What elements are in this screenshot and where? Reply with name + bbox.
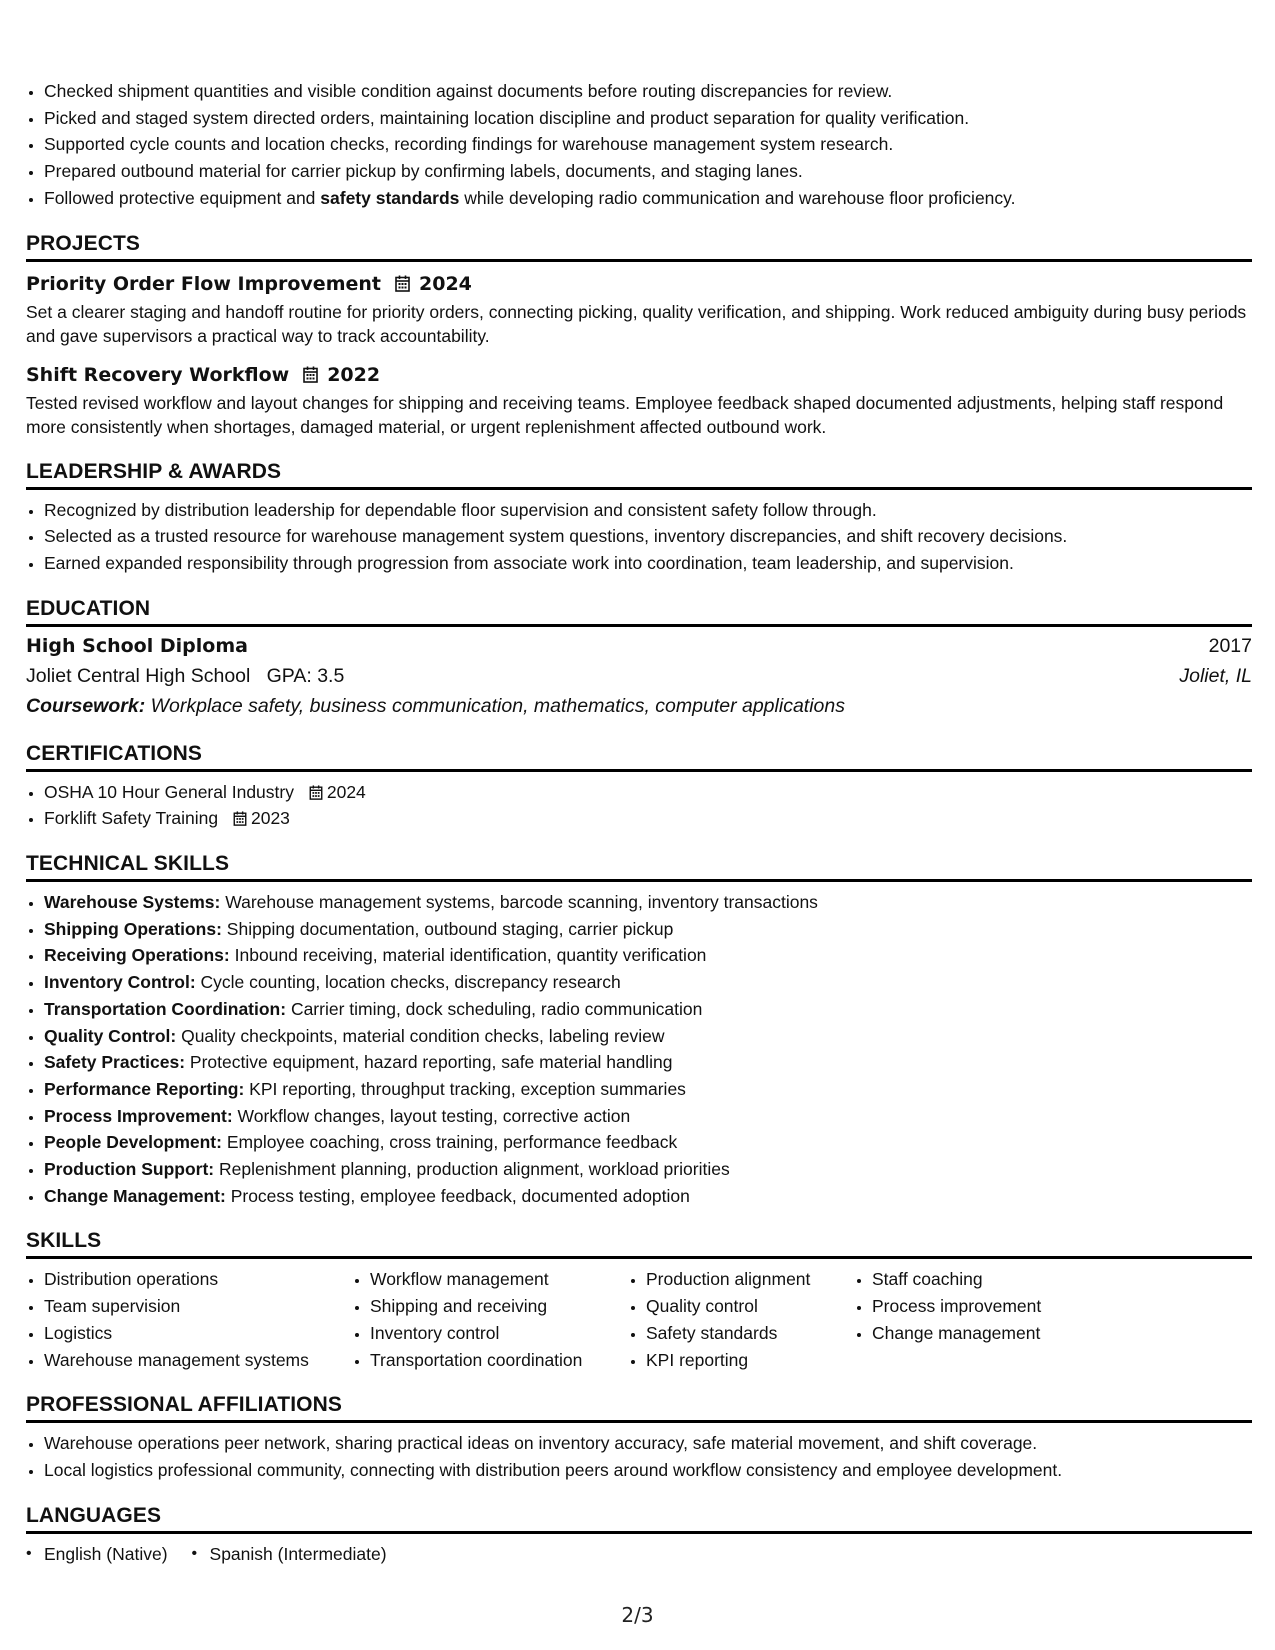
skill-label: Safety Practices: bbox=[44, 1052, 186, 1073]
coursework-label: Coursework: bbox=[26, 694, 146, 717]
skills-column bbox=[26, 1266, 340, 1373]
list-item: • Picked and staged system directed orders, maintaining location discipline and product separation for quality verification. bbox=[44, 105, 1252, 132]
list-item: • Checked shipment quantities and visible condition against documents before routing discrepancies for review. bbox=[44, 78, 1252, 105]
school-info bbox=[26, 661, 344, 691]
section-title-technical-skills: TECHNICAL SKILLS bbox=[26, 852, 1252, 882]
list-item: • English (Native) bbox=[26, 1541, 168, 1568]
list-item: • Warehouse management systems bbox=[44, 1347, 340, 1374]
bullet-text: while developing radio communication and warehouse floor proficiency. bbox=[459, 187, 1016, 208]
education-school-row bbox=[26, 661, 1252, 691]
list-item: • Process improvement bbox=[872, 1293, 1092, 1320]
list-item bbox=[44, 942, 1252, 969]
bold-keyword: safety standards bbox=[320, 187, 460, 208]
list-item: • Local logistics professional community, connecting with distribution peers around workflow consistency and employee development. bbox=[44, 1457, 1252, 1484]
list-item bbox=[44, 969, 1252, 996]
skill-text: Process testing, employee feedback, documented adoption bbox=[225, 1185, 690, 1206]
skill-text: Employee coaching, cross training, performance feedback bbox=[221, 1132, 678, 1153]
skill-text: Replenishment planning, production alignment, workload priorities bbox=[214, 1159, 730, 1180]
list-item: • Staff coaching bbox=[872, 1266, 1092, 1293]
list-item: • Spanish (Intermediate) bbox=[192, 1541, 387, 1568]
skill-text: Carrier timing, dock scheduling, radio communication bbox=[286, 998, 703, 1019]
skills-column bbox=[628, 1266, 842, 1373]
languages-section bbox=[26, 1504, 1252, 1568]
list-item bbox=[44, 805, 1252, 832]
section-title-certifications: CERTIFICATIONS bbox=[26, 742, 1252, 772]
skill-label: Quality Control: bbox=[44, 1025, 177, 1046]
list-item bbox=[44, 185, 1252, 212]
calendar-icon bbox=[233, 811, 247, 826]
languages-list bbox=[26, 1541, 1252, 1568]
list-item: • Production alignment bbox=[646, 1266, 842, 1293]
technical-skills-list bbox=[26, 889, 1252, 1209]
skill-label: Transportation Coordination: bbox=[44, 998, 287, 1019]
calendar-icon bbox=[303, 366, 318, 383]
list-item bbox=[44, 1183, 1252, 1210]
certifications-section bbox=[26, 742, 1252, 832]
skills-column bbox=[352, 1266, 616, 1373]
project-year: 2024 bbox=[419, 272, 472, 295]
list-item: • Distribution operations bbox=[44, 1266, 340, 1293]
list-item: • Prepared outbound material for carrier pickup by confirming labels, documents, and staging lanes. bbox=[44, 158, 1252, 185]
list-item: • Team supervision bbox=[44, 1293, 340, 1320]
skill-label: People Development: bbox=[44, 1132, 222, 1153]
list-item bbox=[44, 1023, 1252, 1050]
list-item: • Inventory control bbox=[370, 1320, 616, 1347]
project-name: Shift Recovery Workflow bbox=[26, 363, 290, 386]
list-item: • Transportation coordination bbox=[370, 1347, 616, 1374]
technical-skills-section bbox=[26, 852, 1252, 1209]
skill-text: Quality checkpoints, material condition checks, labeling review bbox=[176, 1025, 665, 1046]
skill-label: Warehouse Systems: bbox=[44, 892, 221, 913]
section-title-skills: SKILLS bbox=[26, 1229, 1252, 1259]
leadership-section bbox=[26, 460, 1252, 577]
education-degree-row bbox=[26, 631, 1252, 661]
calendar-icon bbox=[309, 785, 323, 800]
skill-label: Inventory Control: bbox=[44, 972, 196, 993]
project-description: Tested revised workflow and layout changes for shipping and receiving teams. Employee feedback shaped documented adjustments, helping staff respond more consistently when shortages, damaged material, or urgent replenishment affected outbound work. bbox=[26, 392, 1224, 438]
bullet-text: Followed protective equipment and bbox=[44, 187, 321, 208]
list-item bbox=[44, 1129, 1252, 1156]
skill-label: Shipping Operations: bbox=[44, 918, 222, 939]
gpa: GPA: 3.5 bbox=[266, 664, 345, 687]
resume-page bbox=[26, 78, 1252, 1567]
affiliations-list bbox=[26, 1430, 1252, 1483]
list-item bbox=[44, 916, 1252, 943]
list-item: • Shipping and receiving bbox=[370, 1293, 616, 1320]
skill-text: Warehouse management systems, barcode scanning, inventory transactions bbox=[220, 892, 818, 913]
list-item bbox=[44, 1049, 1252, 1076]
skills-section bbox=[26, 1229, 1252, 1373]
project-name: Priority Order Flow Improvement bbox=[26, 272, 381, 295]
leadership-list bbox=[26, 497, 1252, 577]
skills-grid bbox=[26, 1266, 1252, 1373]
list-item: • Earned expanded responsibility through progression from associate work into coordination, team leadership, and supervision. bbox=[44, 550, 1252, 577]
affiliations-section bbox=[26, 1393, 1252, 1483]
cert-name: OSHA 10 Hour General Industry bbox=[44, 781, 294, 802]
skill-label: Performance Reporting: bbox=[44, 1078, 245, 1099]
cert-year: 2023 bbox=[250, 808, 290, 829]
calendar-icon bbox=[395, 275, 410, 292]
list-item: • Change management bbox=[872, 1320, 1092, 1347]
skill-label: Receiving Operations: bbox=[44, 945, 230, 966]
section-title-languages: LANGUAGES bbox=[26, 1504, 1252, 1534]
coursework-text: Workplace safety, business communication, mathematics, computer applications bbox=[145, 694, 845, 717]
list-item: • KPI reporting bbox=[646, 1347, 842, 1374]
list-item: • Selected as a trusted resource for warehouse management system questions, inventory discrepancies, and shift recovery decisions. bbox=[44, 523, 1252, 550]
section-title-education: EDUCATION bbox=[26, 597, 1252, 627]
list-item bbox=[44, 1103, 1252, 1130]
education-section bbox=[26, 597, 1252, 722]
project-heading bbox=[26, 361, 1252, 389]
list-item: • Recognized by distribution leadership for dependable floor supervision and consistent safety follow through. bbox=[44, 497, 1252, 524]
degree-name: High School Diploma bbox=[26, 634, 248, 657]
list-item bbox=[44, 1156, 1252, 1183]
list-item bbox=[44, 1076, 1252, 1103]
experience-bullets bbox=[26, 78, 1252, 212]
section-title-leadership: LEADERSHIP & AWARDS bbox=[26, 460, 1252, 490]
list-item bbox=[44, 996, 1252, 1023]
coursework bbox=[26, 691, 1252, 722]
section-title-affiliations: PROFESSIONAL AFFILIATIONS bbox=[26, 1393, 1252, 1423]
list-item: • Warehouse operations peer network, sharing practical ideas on inventory accuracy, safe material movement, and shift coverage. bbox=[44, 1430, 1252, 1457]
cert-year: 2024 bbox=[326, 781, 366, 802]
project-description: Set a clearer staging and handoff routine for priority orders, connecting picking, quality verification, and shipping. Work reduced ambiguity during busy periods and gave supervisors a practical way to track accountability. bbox=[26, 301, 1247, 347]
skills-column bbox=[854, 1266, 1092, 1373]
skill-label: Change Management: bbox=[44, 1185, 226, 1206]
skill-text: Workflow changes, layout testing, corrective action bbox=[232, 1105, 631, 1126]
section-title-projects: PROJECTS bbox=[26, 232, 1252, 262]
graduation-year: 2017 bbox=[1208, 634, 1252, 657]
certifications-list bbox=[26, 779, 1252, 832]
skill-text: Inbound receiving, material identification, quantity verification bbox=[229, 945, 707, 966]
project-heading bbox=[26, 270, 1252, 298]
projects-section bbox=[26, 232, 1252, 440]
list-item: • Supported cycle counts and location checks, recording findings for warehouse management system research. bbox=[44, 131, 1252, 158]
skill-label: Process Improvement: bbox=[44, 1105, 233, 1126]
list-item: • Logistics bbox=[44, 1320, 340, 1347]
school-location: Joliet, IL bbox=[1179, 664, 1252, 687]
project-year: 2022 bbox=[327, 363, 381, 386]
cert-name: Forklift Safety Training bbox=[44, 808, 219, 829]
list-item: • Workflow management bbox=[370, 1266, 616, 1293]
list-item bbox=[44, 779, 1252, 806]
skill-text: Cycle counting, location checks, discrepancy research bbox=[195, 972, 621, 993]
skill-text: Protective equipment, hazard reporting, safe material handling bbox=[185, 1052, 673, 1073]
page-number: 2/3 bbox=[621, 1603, 654, 1627]
skill-text: Shipping documentation, outbound staging, carrier pickup bbox=[221, 918, 674, 939]
list-item: • Quality control bbox=[646, 1293, 842, 1320]
school-name: Joliet Central High School bbox=[26, 664, 251, 687]
skill-label: Production Support: bbox=[44, 1159, 215, 1180]
list-item bbox=[44, 889, 1252, 916]
skill-text: KPI reporting, throughput tracking, exception summaries bbox=[244, 1078, 686, 1099]
list-item: • Safety standards bbox=[646, 1320, 842, 1347]
